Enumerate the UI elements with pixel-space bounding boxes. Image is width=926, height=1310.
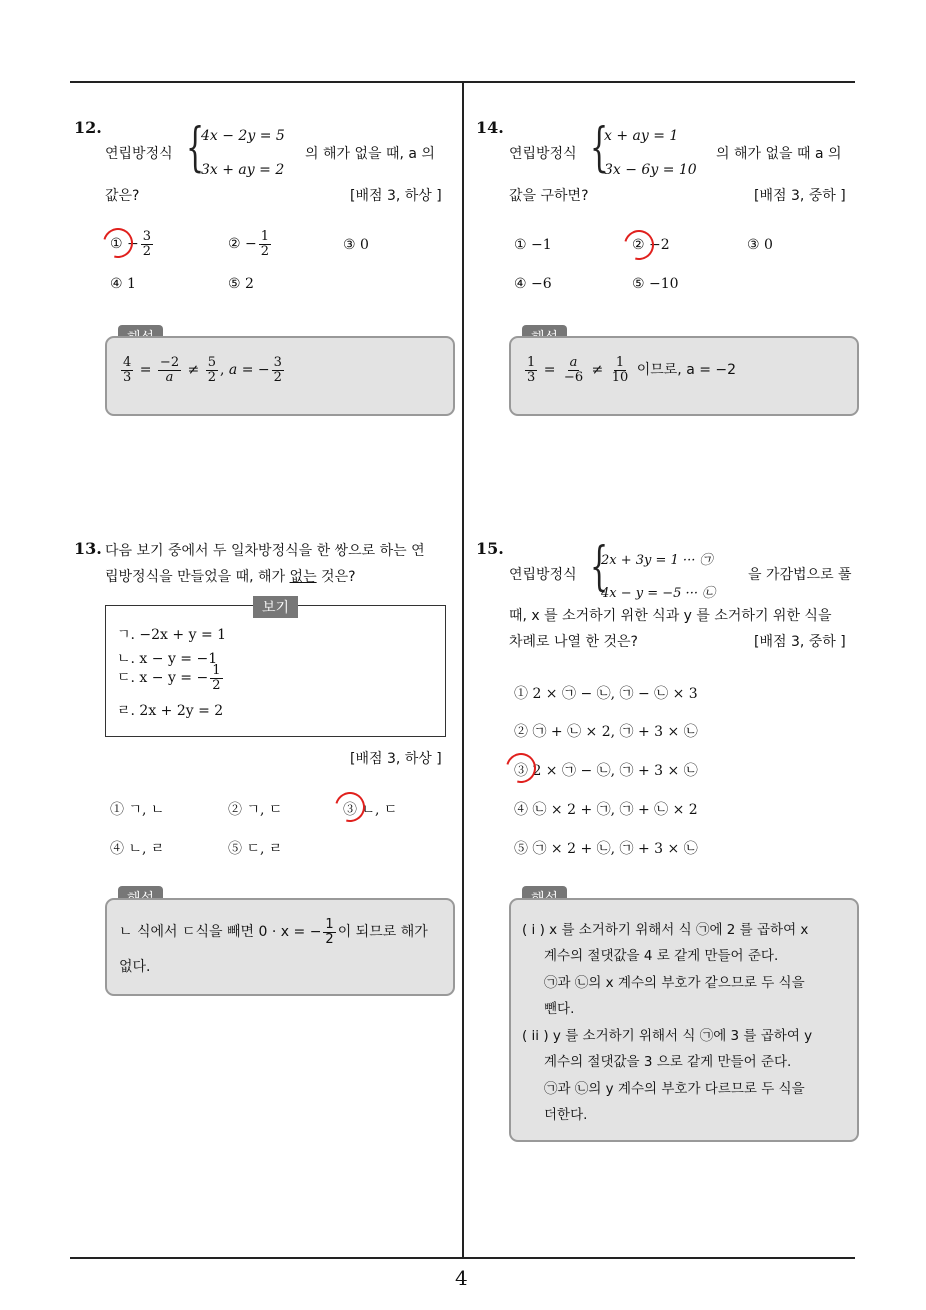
question-tail: 의 해가 없을 때 a 의 [716, 146, 842, 162]
answer-mark [330, 787, 371, 828]
question-number: 12. [74, 118, 102, 137]
explanation-line-2: 없다. [119, 959, 151, 975]
choice-4[interactable]: ④ ㄴ, ㄹ [110, 841, 165, 857]
equation-2: 4x − y = −5 ··· ㉡ [601, 586, 716, 601]
explanation-line: ㉠과 ㉡의 x 계수의 부호가 같으므로 두 식을 [544, 975, 805, 991]
question-lead: 연립방정식 [509, 146, 577, 162]
question-number: 15. [476, 539, 504, 558]
bogi-item-1: ㄱ. −2x + y = 1 [117, 627, 227, 643]
equation-1: 4x − 2y = 5 [201, 128, 285, 144]
answer-mark [619, 225, 660, 266]
choice-4[interactable]: ④ −6 [514, 276, 552, 292]
equation-1: x + ay = 1 [604, 128, 679, 144]
explanation-line: ㉠과 ㉡의 y 계수의 부호가 다르므로 두 식을 [544, 1081, 805, 1097]
bogi-item-2: ㄴ. x − y = −1 [117, 651, 218, 667]
choice-1[interactable]: ① ㄱ, ㄴ [110, 802, 165, 818]
explanation-line: 계수의 절댓값을 4 로 같게 만들어 준다. [544, 948, 779, 964]
explanation-line: ( i ) x 를 소거하기 위해서 식 ㉠에 2 를 곱하여 x [522, 922, 809, 938]
score-label: [배점 3, 하상 ] [350, 751, 442, 767]
explanation-line: 뺀다. [544, 1001, 575, 1017]
explanation-line: 더한다. [544, 1107, 588, 1123]
bottom-rule [70, 1257, 855, 1259]
column-divider [462, 82, 464, 1258]
question-line-3: 차례로 나열 한 것은? [509, 634, 638, 650]
explanation-text: $\frac{1}{3}$ = $\frac{a}{-6}$ ≠ $\frac{1}{10}$ 이므로, a = −2 [527, 355, 737, 385]
explanation-line: 계수의 절댓값을 3 으로 같게 만들어 준다. [544, 1054, 792, 1070]
question-line-2: 때, x 를 소거하기 위한 식과 y 를 소거하기 위한 식을 [509, 608, 832, 624]
bogi-item-3: ㄷ. x − y = − $\frac{1}{2}$ [117, 663, 221, 693]
choice-4[interactable]: ④ ㉡ × 2 + ㉠, ㉠ + ㉡ × 2 [514, 802, 698, 818]
choice-3[interactable]: ③ 0 [343, 237, 369, 253]
choice-5[interactable]: ⑤ ㉠ × 2 + ㉡, ㉠ + 3 × ㉡ [514, 841, 698, 857]
question-tail: 의 해가 없을 때, a 의 [305, 146, 435, 162]
question-line-1: 다음 보기 중에서 두 일차방정식을 한 쌍으로 하는 연 [105, 543, 425, 559]
score-label: [배점 3, 중하 ] [754, 188, 846, 204]
bogi-tag: 보기 [253, 596, 298, 618]
system-brace: { [590, 537, 609, 597]
system-brace: { [590, 118, 609, 178]
score-label: [배점 3, 하상 ] [350, 188, 442, 204]
choice-2[interactable]: ② ㄱ, ㄷ [228, 802, 283, 818]
bogi-item-4: ㄹ. 2x + 2y = 2 [117, 703, 224, 719]
question-number: 14. [476, 118, 504, 137]
explanation-text: $\frac{4}{3}$ = $\frac{-2}{a}$ ≠ $\frac{5}{2}$ , a = − $\frac{3}{2}$ [123, 355, 282, 385]
equation-1: 2x + 3y = 1 ··· ㉠ [601, 553, 713, 568]
choice-4[interactable]: ④ 1 [110, 276, 136, 292]
choice-3[interactable]: ③ 2 × ㉠ − ㉡, ㉠ + 3 × ㉡ [514, 763, 698, 779]
equation-2: 3x + ay = 2 [201, 162, 285, 178]
system-brace: { [186, 118, 205, 178]
score-label: [배점 3, 중하 ] [754, 634, 846, 650]
choice-5[interactable]: ⑤ ㄷ, ㄹ [228, 841, 283, 857]
answer-mark [501, 748, 542, 789]
explanation-box [509, 898, 859, 1142]
question-tail: 을 가감법으로 풀 [748, 567, 852, 583]
page-number: 4 [455, 1266, 468, 1290]
choice-5[interactable]: ⑤ −10 [632, 276, 679, 292]
question-lead: 연립방정식 [509, 567, 577, 583]
choice-2[interactable]: ② − $\frac{1}{2}$ [228, 229, 270, 259]
choice-2[interactable]: ② −2 [632, 237, 670, 253]
choice-3[interactable]: ③ 0 [747, 237, 773, 253]
choice-2[interactable]: ② ㉠ + ㉡ × 2, ㉠ + 3 × ㉡ [514, 724, 698, 740]
equation-2: 3x − 6y = 10 [604, 162, 697, 178]
choice-3[interactable]: ③ ㄴ, ㄷ [343, 802, 398, 818]
choice-1[interactable]: ① −1 [514, 237, 552, 253]
question-number: 13. [74, 539, 102, 558]
explanation-box [105, 898, 455, 996]
choice-1[interactable]: ① 2 × ㉠ − ㉡, ㉠ − ㉡ × 3 [514, 686, 698, 702]
question-lead: 연립방정식 [105, 146, 173, 162]
explanation-line-1: ㄴ 식에서 ㄷ식을 빼면 0 · x = − $\frac{1}{2}$ 이 되므로 해가 [119, 917, 428, 947]
choice-1[interactable]: ① − $\frac{3}{2}$ [110, 229, 152, 259]
explanation-line: ( ii ) y 를 소거하기 위해서 식 ㉠에 3 를 곱하여 y [522, 1028, 813, 1044]
explanation-box [509, 336, 859, 416]
explanation-box [105, 336, 455, 416]
choice-5[interactable]: ⑤ 2 [228, 276, 254, 292]
question-tail-2: 값은? [105, 188, 140, 204]
question-line-2: 립방정식을 만들었을 때, 해가 없는 것은? [105, 569, 356, 585]
question-tail-2: 값을 구하면? [509, 188, 589, 204]
